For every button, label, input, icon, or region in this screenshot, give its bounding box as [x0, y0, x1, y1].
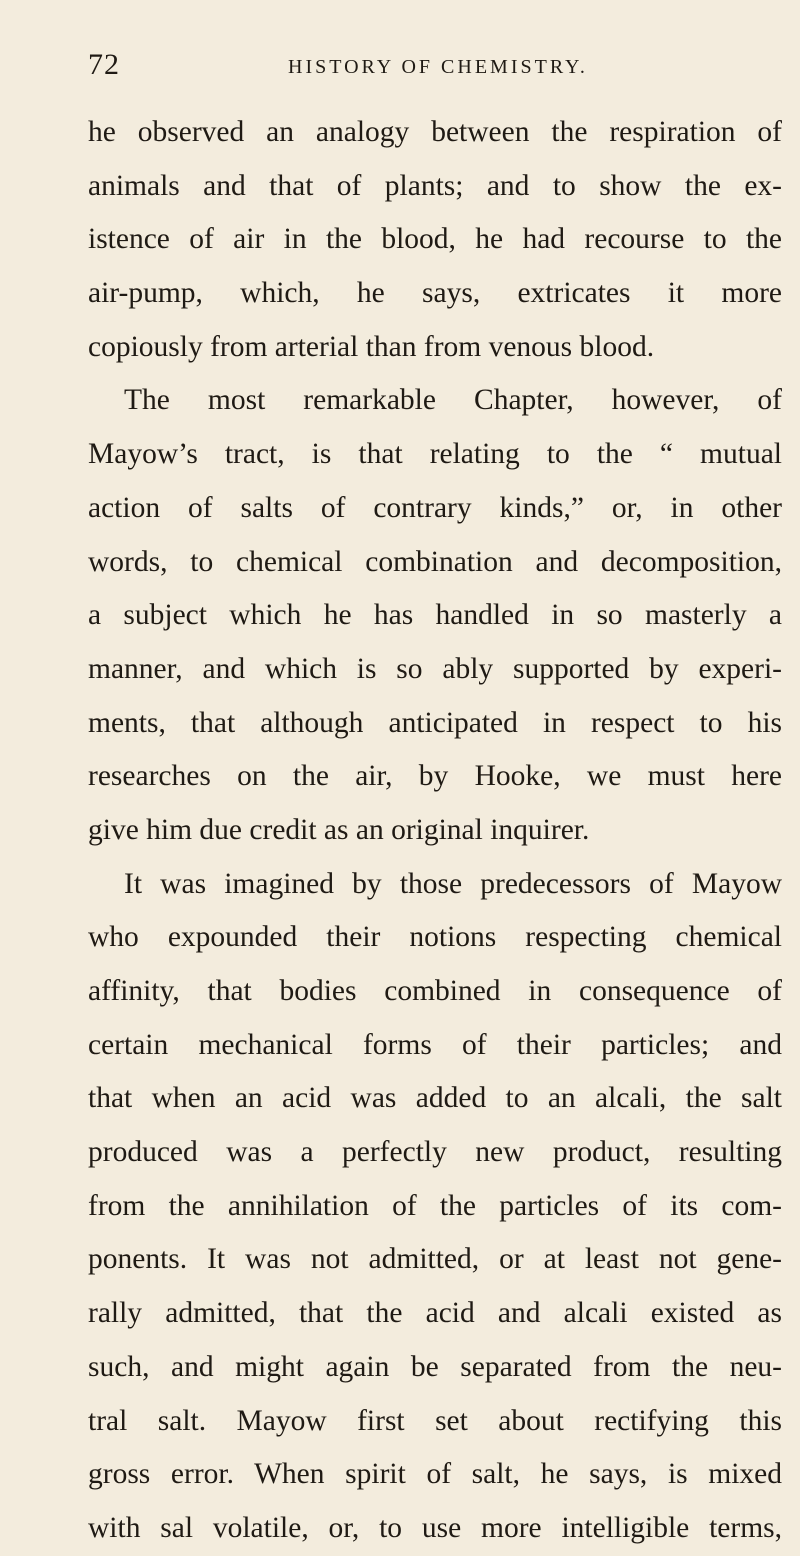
text-line: gross error. When spirit of salt, he says, is mixed	[88, 1458, 782, 1491]
text-line: such, and might again be separated from the neu-	[88, 1350, 782, 1383]
body-text	[88, 106, 782, 1556]
text-line: affinity, that bodies combined in consequence of	[88, 975, 782, 1007]
text-line: tral salt. Mayow first set about rectifying this	[88, 1404, 782, 1437]
text-line: researches on the air, by Hooke, we must here	[88, 760, 782, 793]
text-line: that when an acid was added to an alcali, the salt	[88, 1082, 782, 1115]
text-line: manner, and which is so ably supported by experi-	[88, 652, 782, 685]
text-line: istence of air in the blood, he had recourse to the	[88, 223, 782, 256]
text-line: give him due credit as an original inquirer.	[88, 813, 590, 846]
text-line: The most remarkable Chapter, however, of	[124, 384, 782, 417]
text-line: ponents. It was not admitted, or at least not gene-	[88, 1243, 782, 1276]
text-line: words, to chemical combination and decomposition,	[88, 545, 782, 578]
running-head	[88, 48, 778, 88]
text-line: action of salts of contrary kinds,” or, in other	[88, 491, 782, 524]
text-line: air-pump, which, he says, extricates it more	[88, 277, 782, 310]
text-line: copiously from arterial than from venous blood.	[88, 330, 655, 363]
text-line: rally admitted, that the acid and alcali existed as	[88, 1297, 782, 1330]
text-line: produced was a perfectly new product, resulting	[88, 1136, 782, 1169]
text-line: with sal volatile, or, to use more intelligible terms,	[88, 1511, 782, 1544]
text-line: he observed an analogy between the respiration of	[88, 116, 782, 148]
text-line: ments, that although anticipated in respect to his	[88, 706, 782, 739]
text-line: Mayow’s tract, is that relating to the “ mutual	[88, 438, 782, 471]
page-number: 72	[88, 48, 120, 81]
text-line: It was imagined by those predecessors of Mayow	[124, 867, 782, 900]
text-line: certain mechanical forms of their particles; and	[88, 1028, 782, 1061]
text-line: a subject which he has handled in so masterly a	[88, 599, 782, 632]
text-line: animals and that of plants; and to show the ex-	[88, 169, 782, 202]
text-line: who expounded their notions respecting chemical	[88, 921, 782, 954]
text-line: from the annihilation of the particles of its com-	[88, 1189, 782, 1222]
running-title: HISTORY OF CHEMISTRY.	[288, 56, 588, 78]
